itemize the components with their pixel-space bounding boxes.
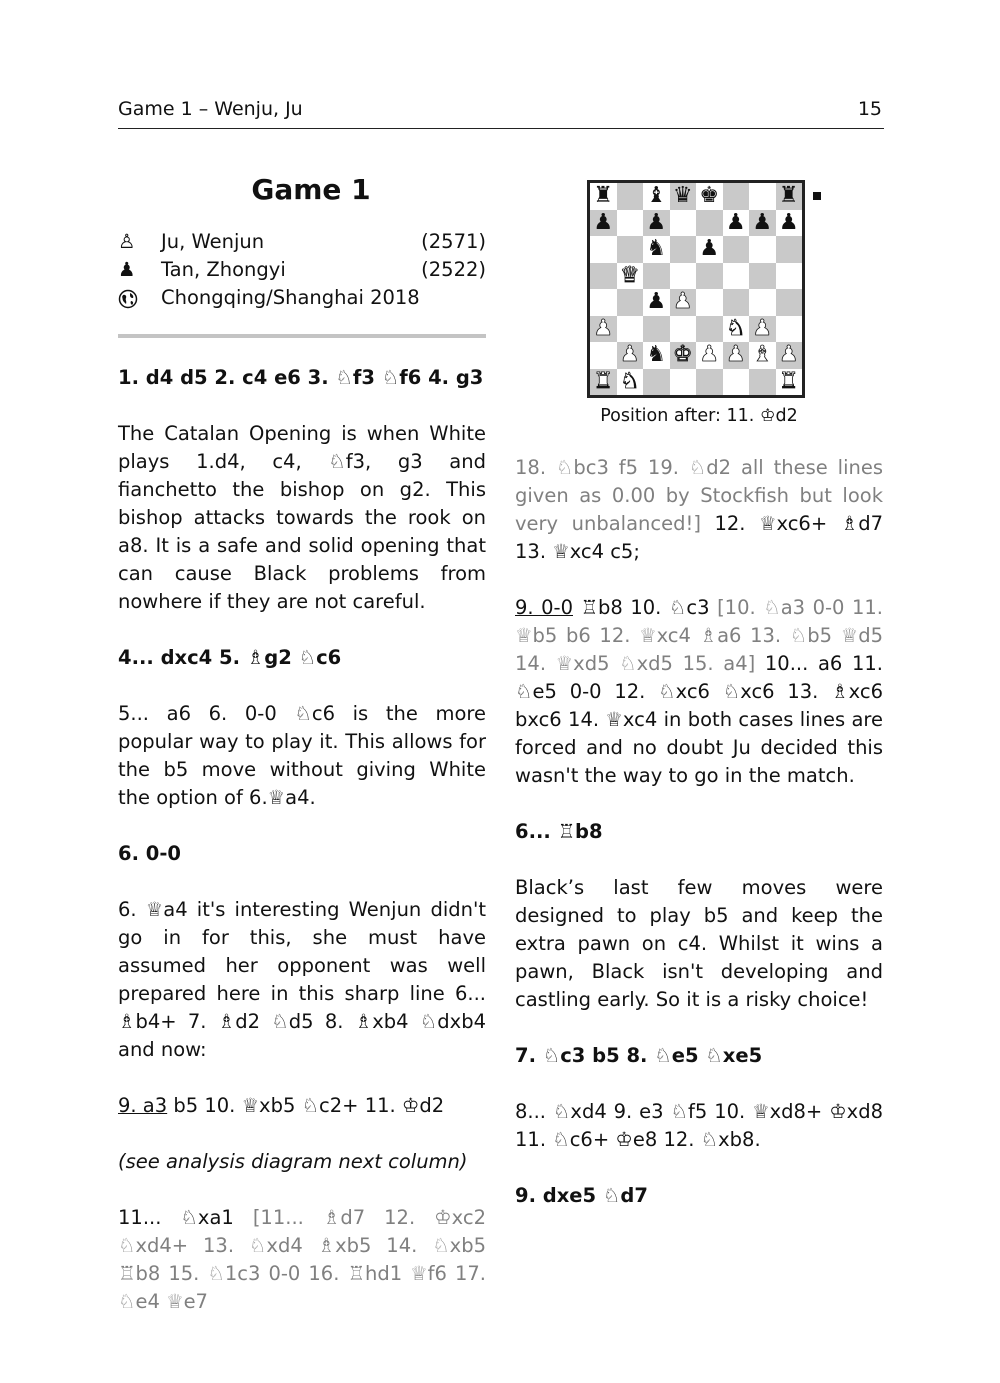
annotation-1: The Catalan Opening is when White plays 1.d4, c4, ♘f3, g3 and fianchetto the bishop on g2. This bishop attacks towards the rook on a8. It is a safe and solid opening that can cause Black problems from nowhere if they are not careful. [118,422,486,613]
board-square [617,263,644,290]
white-player-elo: (2571) [421,230,486,253]
board-square [590,342,617,369]
sideline-text: 18. ♘bc3 f5 19. ♘d2 all these lines given as 0.00 by Stockfish but look very unbalanced!] [515,456,883,535]
black-rook-icon: ♜ [778,183,799,209]
black-pawn-icon: ♟ [118,258,136,281]
annotation-4 [118,1092,486,1120]
board-square [749,236,776,263]
black-pawn-icon: ♟ [699,236,720,262]
board-square [590,369,617,396]
board-square [643,316,670,343]
board-square [670,236,697,263]
white-pawn-icon: ♟ [699,342,720,368]
white-pawn-icon: ♟ [672,289,693,315]
white-rook-icon: ♜ [778,368,799,394]
moves-2: 4... dxc4 5. ♗g2 ♘c6 [118,646,342,669]
board-square [590,210,617,237]
black-rook-icon: ♜ [593,183,614,209]
annotation-10: 8... ♘xd4 9. e3 ♘f5 10. ♕xd8+ ♔xd8 11. ♘c6+ ♔e8 12. ♘xb8. [515,1100,883,1151]
black-knight-icon: ♞ [646,342,667,368]
board-square [617,236,644,263]
board-square [590,236,617,263]
board-square [776,289,803,316]
white-player-row [118,228,486,256]
white-pawn-icon: ♟ [725,342,746,368]
annotation-6 [118,1204,486,1316]
game-header [118,228,486,312]
black-pawn-icon: ♟ [752,209,773,235]
board-square [723,236,750,263]
main-move: 11... ♘xa1 [118,1206,253,1229]
board-square [776,342,803,369]
running-title: Game 1 – Wenju, Ju [118,98,303,120]
annotation-2: 5... a6 6. 0-0 ♘c6 is the more popular way to play it. This allows for the b5 move without giving White the option of 6.♕a4. [118,702,486,809]
black-bishop-icon: ♝ [646,183,667,209]
side-to-move-marker [813,192,821,200]
board-square [696,289,723,316]
white-pawn-icon: ♟ [752,315,773,341]
right-column [515,180,883,1210]
main-text: 10... a6 11. ♘e5 0-0 12. ♘xc6 ♘xc6 13. ♗xc6 bxc6 14. ♕xc4 in both cases lines are forced and no doubt Ju decided this wasn't the way to go in the match. [515,652,883,787]
moves-1: 1. d4 d5 2. c4 e6 3. ♘f3 ♘f6 4. g3 [118,366,484,389]
board-square [696,183,723,210]
white-rook-icon: ♜ [593,368,614,394]
variation-text: b5 10. ♕xb5 ♘c2+ 11. ♔d2 [167,1094,445,1117]
board-square [696,369,723,396]
board-square [670,263,697,290]
moves-3: 6. 0-0 [118,842,181,865]
annotation-7 [515,454,883,566]
globe-icon [118,284,142,317]
board-square [643,369,670,396]
board-square [749,289,776,316]
board-square [643,342,670,369]
board-square [643,263,670,290]
board-square [617,183,644,210]
board-square [643,236,670,263]
board-square [749,263,776,290]
white-bishop-icon: ♝ [752,342,773,368]
black-player-row [118,256,486,284]
board-square [670,342,697,369]
black-pawn-icon: ♟ [593,209,614,235]
board-square [696,316,723,343]
board-square [749,316,776,343]
left-column [118,170,486,1316]
board-square [749,342,776,369]
black-pawn-icon: ♟ [725,209,746,235]
chess-diagram [515,180,883,440]
board-square [776,263,803,290]
board-square [723,316,750,343]
board-square [670,183,697,210]
board-square [723,342,750,369]
board-square [776,316,803,343]
board-square [643,183,670,210]
white-king-icon: ♚ [672,342,693,368]
variation-move: 9. a3 [118,1094,168,1117]
moves-6: 9. dxe5 ♘d7 [515,1184,648,1207]
board-square [670,289,697,316]
diagram-caption: Position after: 11. ♔d2 [600,406,798,426]
black-player-name: Tan, Zhongyi [161,258,286,281]
board-square [617,369,644,396]
board-square [590,183,617,210]
variation-move: 9. 0-0 [515,596,573,619]
board-square [696,342,723,369]
moves-4: 6... ♖b8 [515,820,603,843]
board-square [643,210,670,237]
game-title: Game 1 [251,173,371,206]
board-square [776,183,803,210]
board-square [749,210,776,237]
board-square [723,210,750,237]
annotation-3: 6. ♕a4 it's interesting Wenjun didn't go in for this, she must have assumed her opponent was well prepared here in this sharp line 6... ♗b4+ 7. ♗d2 ♘d5 8. ♗xb4 ♘dxb4 and now: [118,898,486,1061]
board-square [696,236,723,263]
black-pawn-icon: ♟ [778,209,799,235]
board-square [617,289,644,316]
event-row [118,284,486,312]
white-pawn-icon: ♟ [778,342,799,368]
black-pawn-icon: ♟ [646,289,667,315]
board-square [643,289,670,316]
board-square [696,210,723,237]
white-knight-icon: ♞ [725,315,746,341]
board-square [723,289,750,316]
board-square [723,369,750,396]
board-square [670,316,697,343]
black-king-icon: ♚ [699,183,720,209]
page-number: 15 [857,98,882,120]
running-head [118,98,884,129]
black-player-elo: (2522) [421,258,486,281]
white-pawn-icon: ♟ [619,342,640,368]
black-knight-icon: ♞ [646,236,667,262]
annotation-8 [515,594,883,790]
board-square [590,316,617,343]
white-knight-icon: ♞ [619,368,640,394]
board-square [776,236,803,263]
diagram-reference: (see analysis diagram next column) [118,1150,468,1173]
board-square [617,316,644,343]
black-pawn-icon: ♟ [646,209,667,235]
board-square [590,263,617,290]
white-pawn-icon: ♙ [118,230,136,253]
white-player-name: Ju, Wenjun [161,230,265,253]
sideline-text: [10. ♘a3 0-0 11. ♕b5 b6 12. ♕xc4 ♗a6 13. ♘b5 ♕d5 14. ♕xd5 ♘xd5 15. a4] [515,596,884,675]
board-square [723,263,750,290]
chess-board [587,180,805,398]
board-square [723,183,750,210]
board-square [749,369,776,396]
board-square [776,369,803,396]
board-square [670,210,697,237]
white-queen-icon: ♛ [619,262,640,288]
board-square [670,369,697,396]
main-text: 12. ♕xc6+ ♗d7 13. ♕xc4 c5; [515,512,883,563]
board-square [749,183,776,210]
event-name: Chongqing/Shanghai 2018 [161,286,420,309]
annotation-9: Black’s last few moves were designed to play b5 and keep the extra pawn on c4. Whilst it wins a pawn, Black isn't developing and castling early. So it is a risky choice! [515,876,883,1011]
board-square [617,210,644,237]
main-text: ♖b8 10. ♘c3 [573,596,718,619]
sideline-text: [11... ♗d7 12. ♔xc2 ♘xd4+ 13. ♘xd4 ♗xb5 14. ♘xb5 ♖b8 15. ♘1c3 0-0 16. ♖hd1 ♕f6 17. ♘e4 ♕e7 [118,1206,486,1313]
board-square [776,210,803,237]
black-queen-icon: ♛ [672,183,693,209]
white-pawn-icon: ♟ [593,315,614,341]
moves-5: 7. ♘c3 b5 8. ♘e5 ♘xe5 [515,1044,763,1067]
board-square [696,263,723,290]
board-square [617,342,644,369]
board-square [590,289,617,316]
